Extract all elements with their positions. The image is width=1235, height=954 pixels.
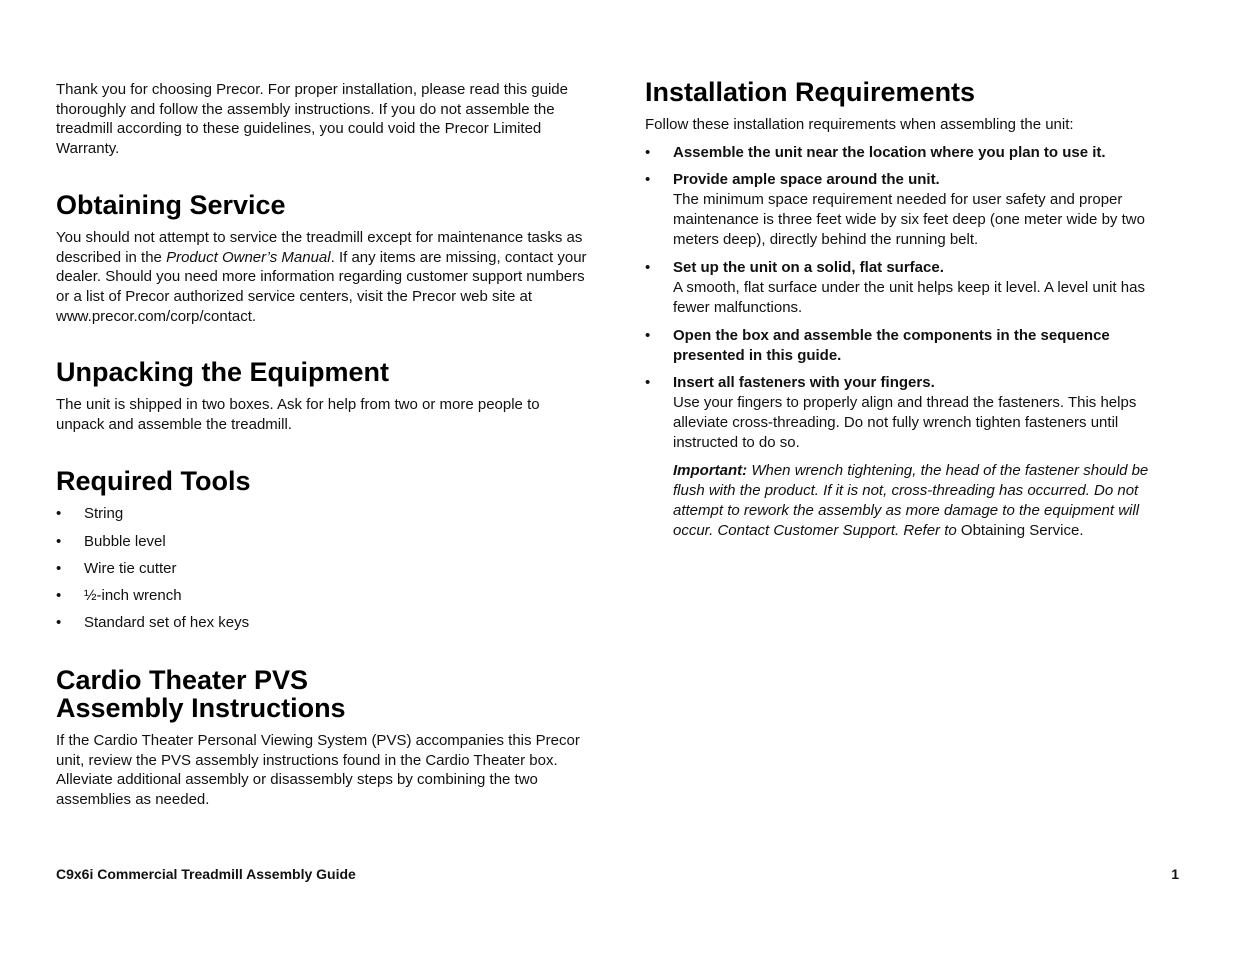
important-note	[645, 461, 1180, 541]
list-item	[645, 170, 1180, 250]
bullet: •	[56, 587, 62, 604]
obtaining-service-text-before: You should not attempt to service the treadmill except for maintenance tasks as described in the	[56, 229, 583, 266]
important-end: .	[1079, 522, 1084, 539]
important-label: Important:	[673, 462, 748, 479]
bullet: •	[645, 259, 651, 276]
important-text: When wrench tightening, the head of the fastener should be flush with the product. If it is not, cross-threading has occurred. Do not attempt to rework the assembly as more damage to the equipment will occur. Contact Customer Support. Refer to	[673, 462, 1149, 539]
page-number: 1	[1171, 866, 1179, 882]
list-item	[645, 326, 1180, 366]
obtaining-service-text-after: . If any items are missing, contact your dealer. Should you need more information regarding customer support numbers or a list of Precor authorized service centers, visit the Precor web site at www.precor.com/corp/contact.	[56, 248, 587, 325]
bullet: •	[645, 171, 651, 188]
list-item	[645, 373, 1180, 453]
obtaining-service-heading: Obtaining Service	[56, 190, 286, 220]
list-item	[645, 258, 1180, 318]
requirement-head: Assemble the unit near the location where you plan to use it.	[673, 144, 1106, 161]
bullet: •	[56, 533, 62, 550]
bullet: •	[645, 374, 651, 391]
tool-label: Bubble level	[84, 533, 166, 550]
requirement-head: Insert all fasteners with your fingers.	[673, 374, 935, 391]
requirement-body: A smooth, flat surface under the unit helps keep it level. A level unit has fewer malfunctions.	[673, 279, 1145, 316]
manual-title: Product Owner’s Manual	[166, 248, 331, 266]
requirement-head: Provide ample space around the unit.	[673, 171, 940, 188]
tool-label: ½-inch wrench	[84, 587, 182, 604]
intro-paragraph: Thank you for choosing Precor. For proper installation, please read this guide thoroughly and follow the assembly instructions. If you do not assemble the treadmill according to these guidelines, you could void the Precor Limited Warranty.	[56, 81, 568, 158]
important-ref: Obtaining Service	[960, 522, 1080, 539]
requirement-body: The minimum space requirement needed for user safety and proper maintenance is three feet wide by six feet deep (one meter wide by two meters deep), directly behind the running belt.	[673, 191, 1145, 248]
cardio-theater-heading-line1: Cardio Theater PVS	[56, 665, 309, 695]
required-tools-heading: Required Tools	[56, 466, 251, 496]
tool-label: Wire tie cutter	[84, 560, 177, 577]
cardio-theater-heading-line2: Assembly Instructions	[56, 693, 346, 723]
obtaining-service-text	[56, 228, 591, 327]
bullet: •	[56, 505, 62, 522]
installation-heading: Installation Requirements	[645, 77, 976, 107]
cardio-theater-text: If the Cardio Theater Personal Viewing System (PVS) accompanies this Precor unit, review the PVS assembly instructions found in the Cardio Theater box. Alleviate additional assembly or disassembly steps by combining the two assemblies as needed.	[56, 732, 580, 809]
requirement-head: Open the box and assemble the components in the sequence presented in this guide.	[673, 327, 1110, 364]
requirement-head: Set up the unit on a solid, flat surface.	[673, 259, 944, 276]
footer-title: C9x6i Commercial Treadmill Assembly Guide	[56, 866, 356, 882]
bullet: •	[645, 144, 651, 161]
bullet: •	[645, 327, 651, 344]
tool-label: String	[84, 505, 124, 522]
tool-label: Standard set of hex keys	[84, 614, 250, 631]
bullet: •	[56, 560, 62, 577]
unpacking-heading: Unpacking the Equipment	[56, 357, 390, 387]
bullet: •	[56, 614, 62, 631]
installation-intro: Follow these installation requirements when assembling the unit:	[645, 116, 1074, 133]
requirement-body: Use your fingers to properly align and thread the fasteners. This helps alleviate cross-threading. Do not fully wrench tighten fasteners until instructed to do so.	[673, 394, 1137, 451]
cardio-theater-heading	[56, 666, 591, 722]
list-item	[645, 143, 1180, 163]
unpacking-text: The unit is shipped in two boxes. Ask for help from two or more people to unpack and assemble the treadmill.	[56, 396, 540, 433]
